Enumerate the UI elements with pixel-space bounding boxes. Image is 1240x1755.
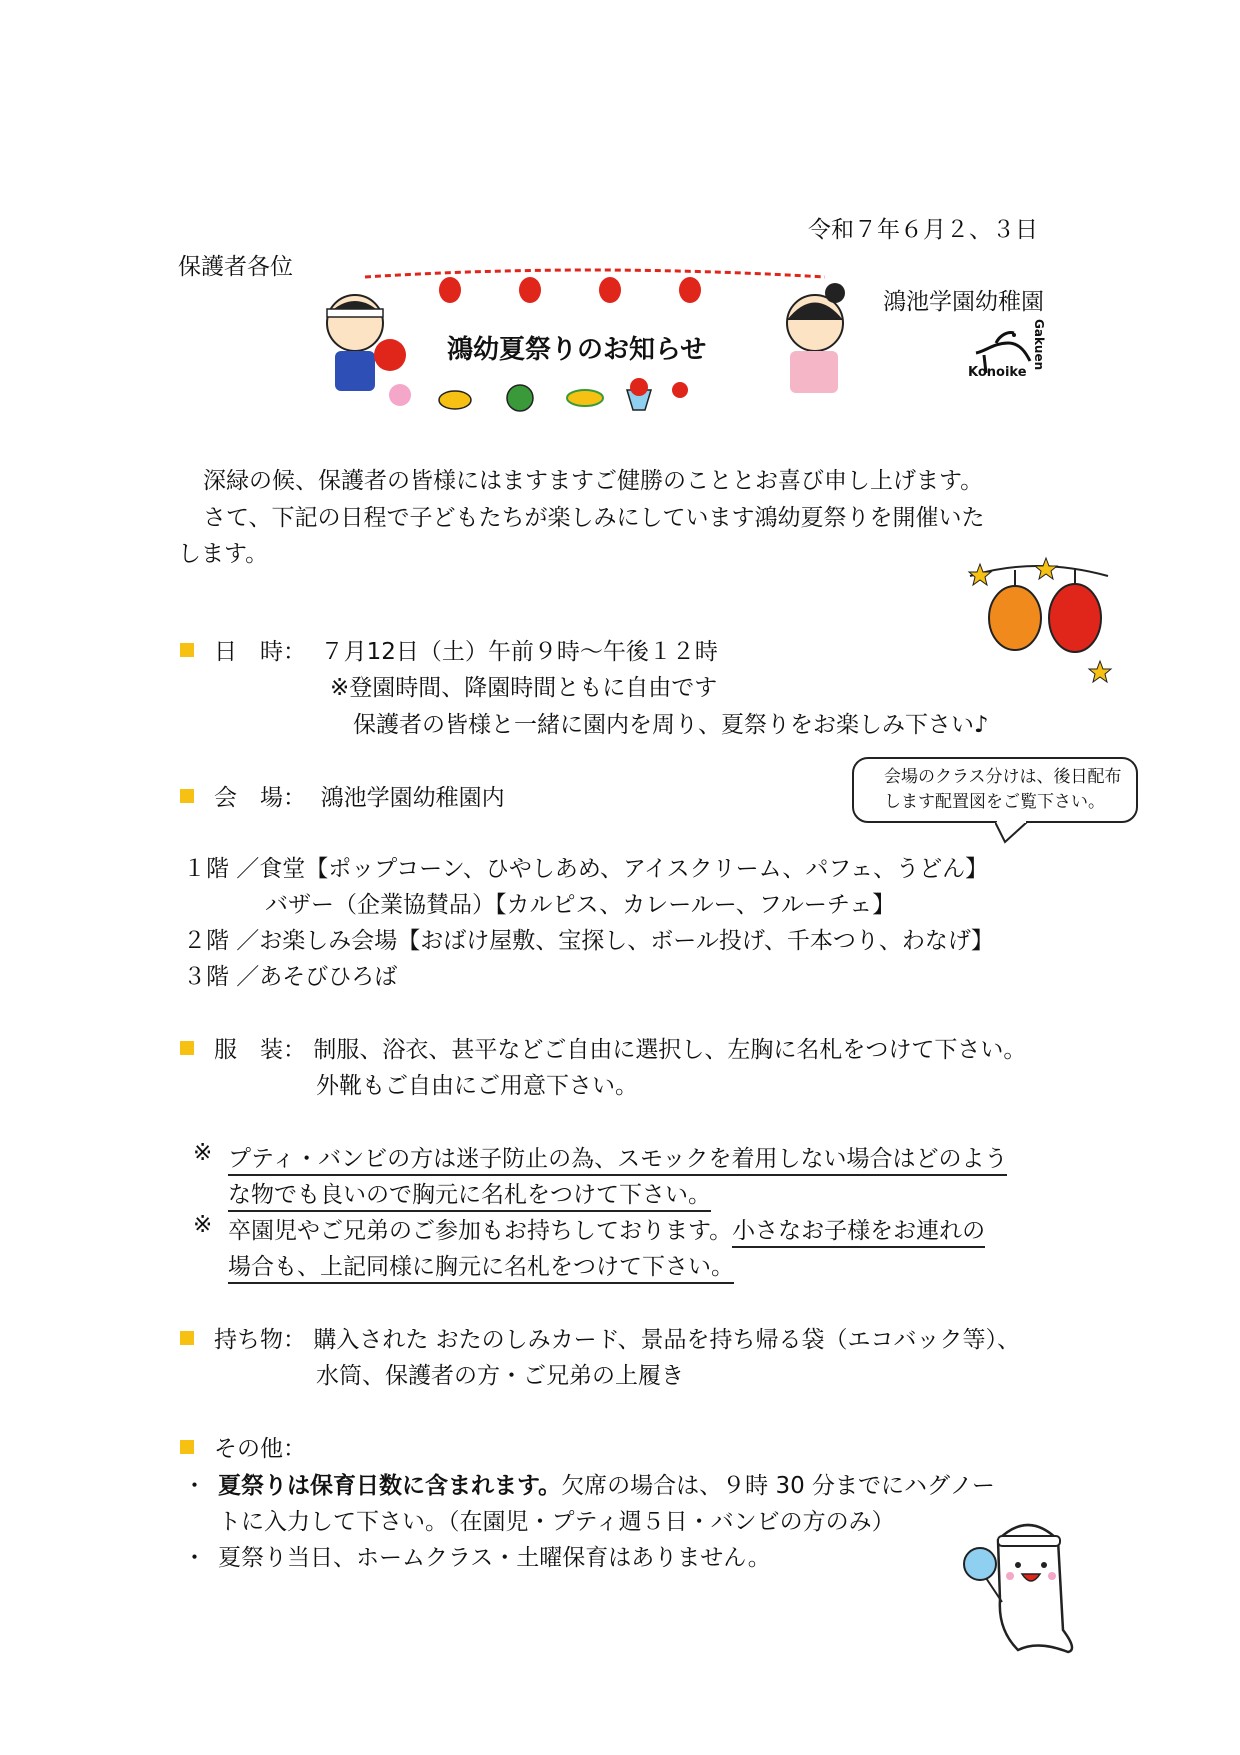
note-1b-text: な物でも良いので胸元に名札をつけて下さい。 <box>228 1182 711 1212</box>
dress-row <box>180 1031 1026 1064</box>
schedule-value: ７月12日（土）午前９時～午後１２時 <box>320 639 718 665</box>
speech-bubble <box>852 757 1138 823</box>
items-label: 持ち物： <box>214 1327 306 1353</box>
bubble-line-1: 会場のクラス分けは、後日配布 <box>884 767 1122 787</box>
greeting-line-2: さて、下記の日程で子どもたちが楽しみにしています鴻幼夏祭りを開催いた <box>203 505 985 531</box>
schedule-note-2: 保護者の皆様と一緒に園内を周り、夏祭りをお楽しみ下さい♪ <box>353 712 989 738</box>
bullet-square <box>180 1331 194 1345</box>
greeting-line-1: 深緑の候、保護者の皆様にはますますご健勝のこととお喜び申し上げます。 <box>203 468 984 494</box>
floor-2: ２階 ／お楽しみ会場【おばけ屋敷、宝探し、ボール投げ、千本つり、わなげ】 <box>183 928 994 954</box>
venue-value: 鴻池学園幼稚園内 <box>320 785 505 811</box>
bullet-square <box>180 643 194 657</box>
note-2a <box>228 1212 985 1245</box>
items-line-2: 水筒、保護者の方・ご兄弟の上履き <box>316 1363 684 1389</box>
schedule-label: 日 時： <box>214 639 306 665</box>
note-mark-1: ※ <box>193 1140 213 1166</box>
other-item-2: 夏祭り当日、ホームクラス・土曜保育はありません。 <box>218 1545 771 1571</box>
note-2b-text: 場合も、上記同様に胸元に名札をつけて下さい。 <box>228 1254 734 1284</box>
greeting-line-3: します。 <box>178 541 269 567</box>
date: 令和７年６月２、３日 <box>808 217 1038 243</box>
bubble-tail <box>995 820 1035 844</box>
bullet-square <box>180 1041 194 1055</box>
ghost-mascot <box>958 1510 1098 1660</box>
bullet-2: ・ <box>183 1545 206 1571</box>
logo-text: Konoike <box>968 365 1027 380</box>
note-mark-2: ※ <box>193 1212 213 1238</box>
items-line-1: 購入された おたのしみカード、景品を持ち帰る袋（エコバック等）、 <box>313 1327 1021 1353</box>
venue-row <box>180 779 505 812</box>
logo-text-vertical: Gakuen <box>1032 319 1046 371</box>
recipient: 保護者各位 <box>178 254 293 280</box>
floor-1-bazaar: バザー（企業協賛品）【カルピス、カレールー、フルーチェ】 <box>265 892 896 918</box>
schedule-row <box>180 633 718 666</box>
school-name: 鴻池学園幼稚園 <box>883 289 1044 315</box>
dress-label: 服 装： <box>214 1037 306 1063</box>
bullet-square <box>180 1440 194 1454</box>
dress-line-1: 制服、浴衣、甚平などご自由に選択し、左胸に名札をつけて下さい。 <box>313 1037 1027 1063</box>
dress-line-2: 外靴もご自由にご用意下さい。 <box>316 1073 638 1099</box>
page-title: 鴻幼夏祭りのお知らせ <box>447 335 707 365</box>
note-1b <box>228 1176 711 1209</box>
bullet-square <box>180 789 194 803</box>
school-logo <box>966 313 1062 387</box>
note-2a-text: 卒園児やご兄弟のご参加もお持ちしております。 <box>228 1218 733 1244</box>
items-row <box>180 1321 1020 1354</box>
other-row <box>180 1430 306 1463</box>
festival-banner <box>305 265 865 425</box>
lantern-decoration <box>960 556 1120 686</box>
bullet-1: ・ <box>183 1473 206 1499</box>
note-1a-text: プティ・バンビの方は迷子防止の為、スモックを着用しない場合はどのよう <box>228 1146 1007 1176</box>
schedule-note-1: ※登園時間、降園時間ともに自由です <box>330 675 718 701</box>
floor-1: １階 ／食堂【ポップコーン、ひやしあめ、アイスクリーム、パフェ、うどん】 <box>183 856 989 882</box>
note-2a-underlined: 小さなお子様をお連れの <box>732 1218 985 1248</box>
venue-label: 会 場： <box>214 785 306 811</box>
floor-3: ３階 ／あそびひろば <box>183 964 398 990</box>
note-1a <box>228 1140 1007 1173</box>
other-item-1-bold: 夏祭りは保育日数に含まれます。 <box>218 1473 562 1499</box>
other-label: その他： <box>214 1436 306 1462</box>
other-item-1-rest: 欠席の場合は、９時 30 分までにハグノー <box>561 1473 995 1499</box>
note-2b <box>228 1248 734 1281</box>
bubble-line-2: します配置図をご覧下さい。 <box>884 792 1105 812</box>
other-item-1-cont: トに入力して下さい。（在園児・プティ週５日・バンビの方のみ） <box>218 1509 895 1535</box>
other-item-1 <box>218 1467 995 1500</box>
